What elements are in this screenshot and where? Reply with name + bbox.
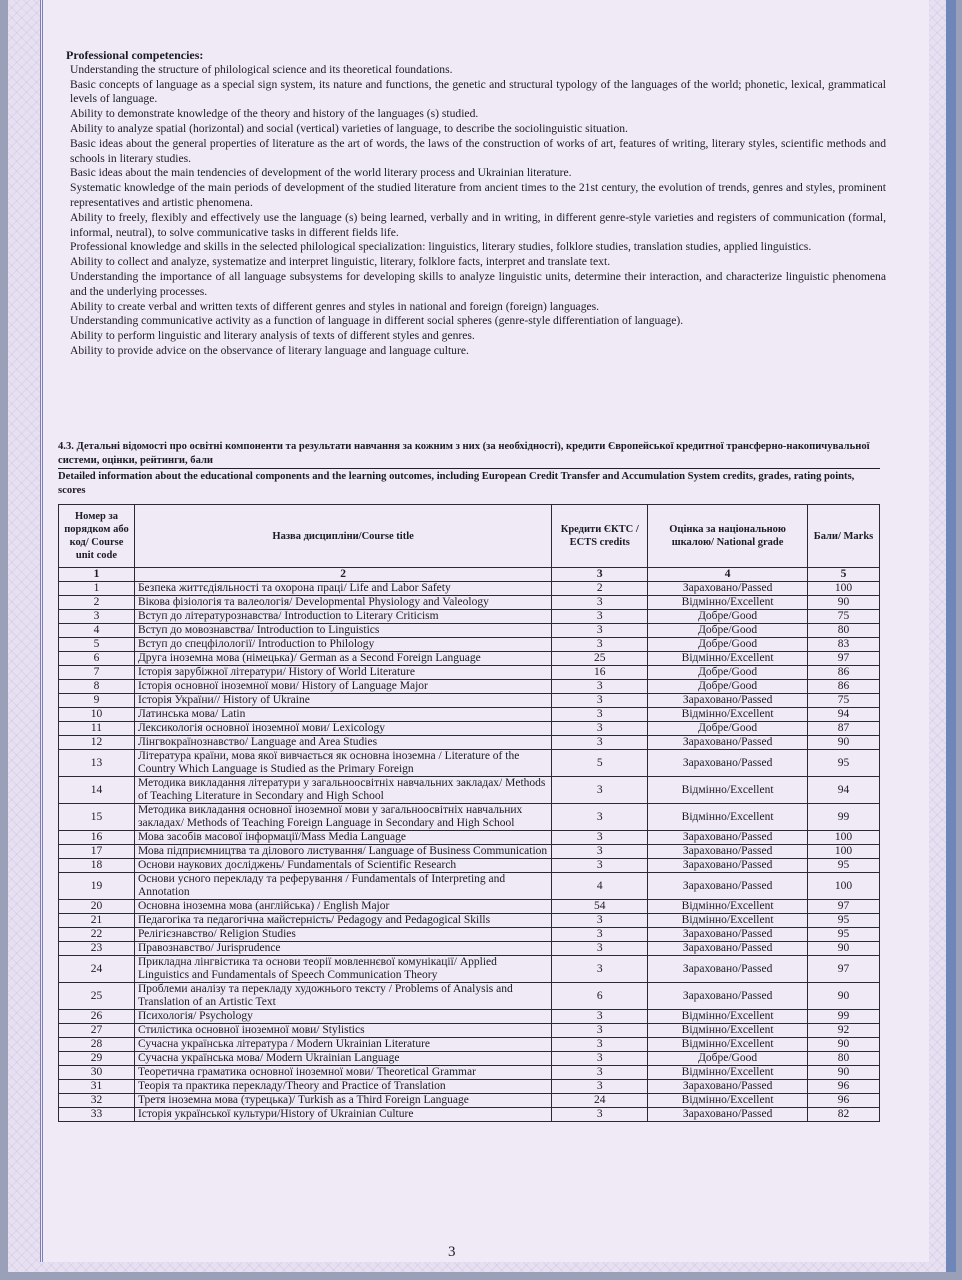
table-row xyxy=(59,1024,880,1038)
course-title: Методика викладання літератури у загальноосвітніх навчальних закладах/ Methods of Teaching Literature in Secondary and High School xyxy=(134,777,551,804)
course-title: Методика викладання основної іноземної мови у загальноосвітніх навчальних закладах/ Methods of Teaching Foreign Language in Secondary and High School xyxy=(134,804,551,831)
header-marks: Бали/ Marks xyxy=(808,505,880,568)
marks: 86 xyxy=(808,666,880,680)
course-title: Історія основної іноземної мови/ History of Language Major xyxy=(134,680,551,694)
course-title: Друга іноземна мова (німецька)/ German as a Second Foreign Language xyxy=(134,652,551,666)
ects-credits: 3 xyxy=(552,708,648,722)
ects-credits: 54 xyxy=(552,900,648,914)
national-grade: Відмінно/Excellent xyxy=(648,1010,808,1024)
ects-credits: 3 xyxy=(552,1024,648,1038)
course-code: 3 xyxy=(59,610,135,624)
marks: 90 xyxy=(808,736,880,750)
course-title: Теоретична граматика основної іноземної мови/ Theoretical Grammar xyxy=(134,1066,551,1080)
ects-credits: 3 xyxy=(552,928,648,942)
national-grade: Добре/Good xyxy=(648,680,808,694)
ects-credits: 4 xyxy=(552,873,648,900)
national-grade: Відмінно/Excellent xyxy=(648,804,808,831)
section-title-en: Detailed information about the educational components and the learning outcomes, including European Credit Transfer and Accumulation System credits, grades, rating points, scores xyxy=(58,471,855,496)
ects-credits: 2 xyxy=(552,582,648,596)
course-title: Сучасна українська література / Modern Ukrainian Literature xyxy=(134,1038,551,1052)
table-row xyxy=(59,1066,880,1080)
table-row xyxy=(59,928,880,942)
national-grade: Відмінно/Excellent xyxy=(648,1024,808,1038)
course-code: 24 xyxy=(59,956,135,983)
marks: 100 xyxy=(808,582,880,596)
section-title-ua: 4.3. Детальні відомості про освітні компоненти та результати навчання за кожним з них (за необхідності), кредити Європейської кредитної трансферно-накопичувальної системи, оцінки, рейтинги, бали xyxy=(58,440,880,469)
competency-item: Basic concepts of language as a special sign system, its nature and functions, the genetic and structural typology of the languages of the world; phonetic, lexical, grammatical levels of language. xyxy=(70,77,886,106)
competency-item: Ability to demonstrate knowledge of the theory and history of the languages (s) studied. xyxy=(70,107,479,121)
course-code: 31 xyxy=(59,1080,135,1094)
table-row xyxy=(59,873,880,900)
competency-item: Ability to create verbal and written texts of different genres and styles in national and foreign (foreign) languages. xyxy=(70,299,600,313)
course-code: 22 xyxy=(59,928,135,942)
col-number: 1 xyxy=(59,568,135,582)
course-title: Історія зарубіжної літератури/ History of World Literature xyxy=(134,666,551,680)
table-row xyxy=(59,900,880,914)
competency-item: Ability to perform linguistic and literary analysis of texts of different styles and genres. xyxy=(70,329,475,343)
national-grade: Зараховано/Passed xyxy=(648,1108,808,1122)
course-title: Третя іноземна мова (турецька)/ Turkish as a Third Foreign Language xyxy=(134,1094,551,1108)
course-title: Історія України// History of Ukraine xyxy=(134,694,551,708)
col-number: 2 xyxy=(134,568,551,582)
course-title: Вступ до мовознавства/ Introduction to Linguistics xyxy=(134,624,551,638)
course-title: Лексикологія основної іноземної мови/ Lexicology xyxy=(134,722,551,736)
competency-item: Ability to collect and analyze, systematize and interpret linguistic, literary, folklore facts, interpret and translate text. xyxy=(70,255,611,269)
course-code: 23 xyxy=(59,942,135,956)
course-code: 20 xyxy=(59,900,135,914)
marks: 99 xyxy=(808,1010,880,1024)
table-row xyxy=(59,914,880,928)
marks: 95 xyxy=(808,750,880,777)
section-title xyxy=(58,440,880,497)
page-number: 3 xyxy=(448,1244,456,1260)
course-code: 8 xyxy=(59,680,135,694)
course-title: Прикладна лінгвістика та основи теорії мовленнєвої комунікації/ Applied Linguistics and Fundamentals of Speech Communication Theory xyxy=(134,956,551,983)
national-grade: Зараховано/Passed xyxy=(648,942,808,956)
competency-item: Basic ideas about the main tendencies of development of the world literary process and Ukrainian literature. xyxy=(70,166,572,180)
ects-credits: 3 xyxy=(552,777,648,804)
course-title: Основна іноземна мова (англійська) / English Major xyxy=(134,900,551,914)
marks: 94 xyxy=(808,777,880,804)
course-title: Історія української культури/History of Ukrainian Culture xyxy=(134,1108,551,1122)
course-title: Стилістика основної іноземної мови/ Stylistics xyxy=(134,1024,551,1038)
competencies-heading: Professional competencies: xyxy=(66,48,204,62)
course-code: 1 xyxy=(59,582,135,596)
course-code: 14 xyxy=(59,777,135,804)
table-row xyxy=(59,804,880,831)
table-row xyxy=(59,983,880,1010)
course-code: 4 xyxy=(59,624,135,638)
ects-credits: 5 xyxy=(552,750,648,777)
ects-credits: 3 xyxy=(552,956,648,983)
course-code: 15 xyxy=(59,804,135,831)
ects-credits: 3 xyxy=(552,624,648,638)
course-title: Проблеми аналізу та перекладу художнього тексту / Problems of Analysis and Translation of an Artistic Text xyxy=(134,983,551,1010)
national-grade: Зараховано/Passed xyxy=(648,956,808,983)
marks: 90 xyxy=(808,983,880,1010)
course-code: 32 xyxy=(59,1094,135,1108)
marks: 92 xyxy=(808,1024,880,1038)
ects-credits: 3 xyxy=(552,680,648,694)
ects-credits: 3 xyxy=(552,831,648,845)
marks: 97 xyxy=(808,652,880,666)
national-grade: Зараховано/Passed xyxy=(648,983,808,1010)
competencies-list xyxy=(66,63,886,359)
course-title: Вступ до літературознавства/ Introduction to Literary Criticism xyxy=(134,610,551,624)
national-grade: Добре/Good xyxy=(648,1052,808,1066)
ects-credits: 3 xyxy=(552,1066,648,1080)
course-title: Правознавство/ Jurisprudence xyxy=(134,942,551,956)
ects-credits: 25 xyxy=(552,652,648,666)
table-row xyxy=(59,736,880,750)
national-grade: Добре/Good xyxy=(648,624,808,638)
competency-item: Professional knowledge and skills in the selected philological specialization: linguistics, literary studies, folklore studies, translation studies, applied linguistics. xyxy=(70,240,812,254)
marks: 96 xyxy=(808,1094,880,1108)
col-number: 4 xyxy=(648,568,808,582)
course-code: 21 xyxy=(59,914,135,928)
table-row xyxy=(59,708,880,722)
national-grade: Добре/Good xyxy=(648,638,808,652)
course-code: 26 xyxy=(59,1010,135,1024)
ects-credits: 3 xyxy=(552,736,648,750)
table-row xyxy=(59,859,880,873)
course-code: 25 xyxy=(59,983,135,1010)
course-code: 28 xyxy=(59,1038,135,1052)
course-code: 33 xyxy=(59,1108,135,1122)
national-grade: Зараховано/Passed xyxy=(648,694,808,708)
table-row xyxy=(59,638,880,652)
course-code: 7 xyxy=(59,666,135,680)
course-code: 16 xyxy=(59,831,135,845)
course-title: Релігієзнавство/ Religion Studies xyxy=(134,928,551,942)
courses-table xyxy=(58,504,880,1122)
course-code: 18 xyxy=(59,859,135,873)
table-row xyxy=(59,777,880,804)
table-row xyxy=(59,750,880,777)
course-code: 19 xyxy=(59,873,135,900)
table-body xyxy=(59,582,880,1122)
table-row xyxy=(59,582,880,596)
national-grade: Відмінно/Excellent xyxy=(648,1094,808,1108)
marks: 90 xyxy=(808,596,880,610)
national-grade: Зараховано/Passed xyxy=(648,582,808,596)
table-header-row xyxy=(59,505,880,568)
course-title: Сучасна українська мова/ Modern Ukrainian Language xyxy=(134,1052,551,1066)
marks: 94 xyxy=(808,708,880,722)
course-title: Педагогіка та педагогічна майстерність/ Pedagogy and Pedagogical Skills xyxy=(134,914,551,928)
col-number: 5 xyxy=(808,568,880,582)
course-title: Латинська мова/ Latin xyxy=(134,708,551,722)
course-title: Вікова фізіологія та валеологія/ Developmental Physiology and Valeology xyxy=(134,596,551,610)
course-title: Лінгвокраїнознавство/ Language and Area Studies xyxy=(134,736,551,750)
marks: 83 xyxy=(808,638,880,652)
course-title: Мова засобів масової інформації/Mass Media Language xyxy=(134,831,551,845)
national-grade: Відмінно/Excellent xyxy=(648,1038,808,1052)
competency-item: Understanding the structure of philological science and its theoretical foundations. xyxy=(70,62,453,76)
ects-credits: 3 xyxy=(552,1010,648,1024)
competency-item: Ability to provide advice on the observance of literary language and language culture. xyxy=(70,343,469,357)
header-code: Номер за порядком або код/ Course unit code xyxy=(59,505,135,568)
competency-item: Ability to analyze spatial (horizontal) and social (vertical) varieties of language, to describe the sociolinguistic situation. xyxy=(70,121,628,135)
competencies-block xyxy=(66,48,886,359)
national-grade: Відмінно/Excellent xyxy=(648,1066,808,1080)
marks: 80 xyxy=(808,1052,880,1066)
table-row xyxy=(59,652,880,666)
course-title: Безпека життєдіяльності та охорона праці/ Life and Labor Safety xyxy=(134,582,551,596)
ects-credits: 3 xyxy=(552,1038,648,1052)
national-grade: Відмінно/Excellent xyxy=(648,652,808,666)
course-title: Психологія/ Psychology xyxy=(134,1010,551,1024)
table-row xyxy=(59,1108,880,1122)
national-grade: Відмінно/Excellent xyxy=(648,708,808,722)
marks: 75 xyxy=(808,610,880,624)
competency-item: Understanding the importance of all language subsystems for developing skills to analyze linguistic units, determine their interaction, and characterize linguistic phenomena and the underlying processes. xyxy=(70,269,886,298)
ects-credits: 16 xyxy=(552,666,648,680)
course-title: Теорія та практика перекладу/Theory and Practice of Translation xyxy=(134,1080,551,1094)
ects-credits: 3 xyxy=(552,914,648,928)
course-title: Мова підприємництва та ділового листування/ Language of Business Communication xyxy=(134,845,551,859)
course-code: 13 xyxy=(59,750,135,777)
marks: 100 xyxy=(808,873,880,900)
national-grade: Зараховано/Passed xyxy=(648,736,808,750)
ects-credits: 3 xyxy=(552,1108,648,1122)
competency-item: Understanding communicative activity as a function of language in different social spheres (genre-style differentiation of language). xyxy=(70,314,684,328)
marks: 99 xyxy=(808,804,880,831)
competency-item: Basic ideas about the general properties of literature as the art of words, the laws of the construction of works of art, features of writing, literary styles, scientific methods and schools in literary studies. xyxy=(70,136,886,165)
table-row xyxy=(59,845,880,859)
marks: 100 xyxy=(808,831,880,845)
course-code: 12 xyxy=(59,736,135,750)
ects-credits: 3 xyxy=(552,722,648,736)
marks: 100 xyxy=(808,845,880,859)
course-title: Вступ до спецфілології/ Introduction to Philology xyxy=(134,638,551,652)
course-code: 10 xyxy=(59,708,135,722)
table-row xyxy=(59,596,880,610)
ects-credits: 3 xyxy=(552,610,648,624)
ects-credits: 3 xyxy=(552,1080,648,1094)
national-grade: Добре/Good xyxy=(648,722,808,736)
marks: 87 xyxy=(808,722,880,736)
table-row xyxy=(59,722,880,736)
national-grade: Відмінно/Excellent xyxy=(648,777,808,804)
marks: 86 xyxy=(808,680,880,694)
ects-credits: 3 xyxy=(552,1052,648,1066)
marks: 95 xyxy=(808,859,880,873)
table-row xyxy=(59,831,880,845)
ects-credits: 24 xyxy=(552,1094,648,1108)
header-grade: Оцінка за національною шкалою/ National grade xyxy=(648,505,808,568)
table-row xyxy=(59,956,880,983)
marks: 90 xyxy=(808,1038,880,1052)
table-row xyxy=(59,694,880,708)
course-title: Основи наукових досліджень/ Fundamentals of Scientific Research xyxy=(134,859,551,873)
course-code: 27 xyxy=(59,1024,135,1038)
national-grade: Зараховано/Passed xyxy=(648,859,808,873)
marks: 95 xyxy=(808,914,880,928)
document-sheet xyxy=(8,0,956,1272)
course-code: 5 xyxy=(59,638,135,652)
ects-credits: 3 xyxy=(552,638,648,652)
national-grade: Зараховано/Passed xyxy=(648,750,808,777)
marks: 80 xyxy=(808,624,880,638)
marks: 90 xyxy=(808,1066,880,1080)
course-code: 9 xyxy=(59,694,135,708)
table-row xyxy=(59,624,880,638)
ects-credits: 3 xyxy=(552,942,648,956)
marks: 97 xyxy=(808,900,880,914)
marks: 97 xyxy=(808,956,880,983)
course-code: 2 xyxy=(59,596,135,610)
course-code: 30 xyxy=(59,1066,135,1080)
marks: 96 xyxy=(808,1080,880,1094)
table-row xyxy=(59,610,880,624)
marks: 75 xyxy=(808,694,880,708)
national-grade: Зараховано/Passed xyxy=(648,1080,808,1094)
table-row xyxy=(59,1052,880,1066)
col-number: 3 xyxy=(552,568,648,582)
national-grade: Зараховано/Passed xyxy=(648,873,808,900)
course-title: Основи усного перекладу та реферування / Fundamentals of Interpreting and Annotation xyxy=(134,873,551,900)
ects-credits: 3 xyxy=(552,596,648,610)
competency-item: Systematic knowledge of the main periods of development of the studied literature from ancient times to the 21st century, the evolution of trends, genres and styles, prominent representatives and artistic phenomena. xyxy=(70,181,886,209)
table-row xyxy=(59,680,880,694)
ects-credits: 3 xyxy=(552,859,648,873)
ects-credits: 3 xyxy=(552,694,648,708)
national-grade: Зараховано/Passed xyxy=(648,845,808,859)
table-row xyxy=(59,1094,880,1108)
header-credits: Кредити ЄКТС / ECTS credits xyxy=(552,505,648,568)
course-code: 17 xyxy=(59,845,135,859)
ects-credits: 3 xyxy=(552,804,648,831)
national-grade: Добре/Good xyxy=(648,610,808,624)
marks: 82 xyxy=(808,1108,880,1122)
column-number-row xyxy=(59,568,880,582)
table-row xyxy=(59,666,880,680)
competency-item: Ability to freely, flexibly and effectively use the language (s) being learned, verbally and in writing, in different genre-style varieties and registers of communication (formal, informal, neutral), to solve communicative tasks in different fields life. xyxy=(70,210,886,239)
course-code: 6 xyxy=(59,652,135,666)
course-code: 29 xyxy=(59,1052,135,1066)
marks: 90 xyxy=(808,942,880,956)
national-grade: Зараховано/Passed xyxy=(648,831,808,845)
table-row xyxy=(59,942,880,956)
national-grade: Відмінно/Excellent xyxy=(648,596,808,610)
national-grade: Добре/Good xyxy=(648,666,808,680)
ects-credits: 3 xyxy=(552,845,648,859)
table-row xyxy=(59,1038,880,1052)
table-row xyxy=(59,1010,880,1024)
course-title: Література країни, мова якої вивчається як основна іноземна / Literature of the Country Which Language is Studied as the Primary Foreign xyxy=(134,750,551,777)
national-grade: Зараховано/Passed xyxy=(648,928,808,942)
header-title: Назва дисципліни/Course title xyxy=(134,505,551,568)
marks: 95 xyxy=(808,928,880,942)
table-row xyxy=(59,1080,880,1094)
course-code: 11 xyxy=(59,722,135,736)
national-grade: Відмінно/Excellent xyxy=(648,900,808,914)
national-grade: Відмінно/Excellent xyxy=(648,914,808,928)
ects-credits: 6 xyxy=(552,983,648,1010)
